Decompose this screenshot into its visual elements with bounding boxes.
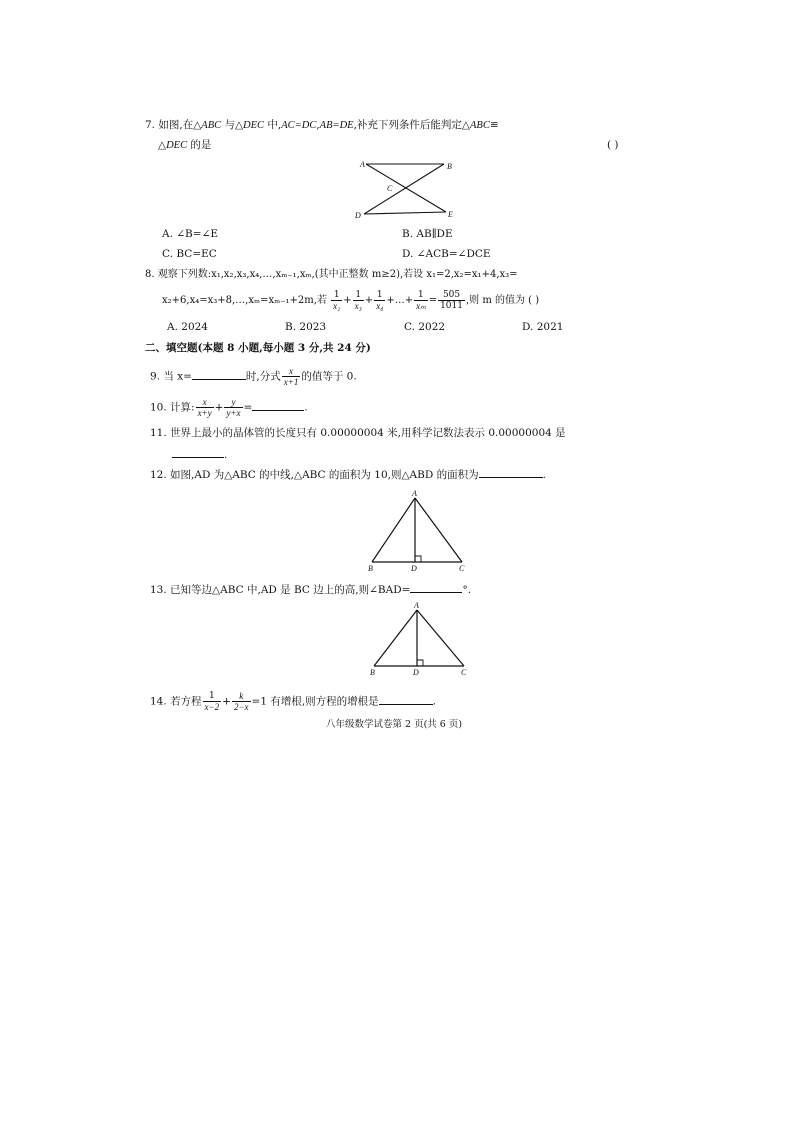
q12-text: 12. 如图,AD 为△ABC 的中线,△ABC 的面积为 10,则△ABD 的面积为 [150, 469, 479, 481]
q13-segment-ab [374, 610, 417, 666]
q10-frac-num: y [231, 397, 236, 407]
q8-text: ,则 m 的值为 ( ) [465, 295, 540, 306]
q8-frac-num: 1 [333, 290, 340, 300]
q9-text: 的值等于 0. [301, 370, 357, 383]
q14-frac-num: k [239, 691, 244, 701]
q10-text: 10. 计算: [150, 401, 195, 414]
q10-frac-den: x+y [197, 408, 212, 418]
q7-cond2: AB=DE [319, 120, 354, 131]
q13-label-c: C [461, 668, 467, 677]
q13-line [150, 581, 471, 597]
q8-option-a: A. 2024 [167, 321, 208, 333]
q8-frac-num: 1 [376, 290, 383, 300]
q13-figure [366, 600, 472, 680]
q7-label-d: D [355, 211, 361, 220]
q8-equals: = [428, 295, 438, 306]
q8-option-c: C. 2022 [404, 321, 446, 333]
q8-dots: +…+ [386, 295, 414, 306]
q7-figure [350, 158, 460, 224]
q7-label-b: B [447, 162, 452, 171]
q7-label-a: A [360, 160, 365, 169]
q13-label-b: B [370, 668, 375, 677]
q12-line [150, 466, 546, 482]
q12-label-a: A [412, 489, 417, 498]
page-footer: 八年级数学试卷第 2 页(共 6 页) [326, 719, 463, 730]
q7-label-e: E [448, 210, 453, 219]
q8-frac-1 [331, 290, 342, 311]
q10-frac-num: x [202, 397, 207, 407]
q8-frac-4 [414, 290, 428, 311]
q7-dec: DEC [166, 140, 188, 151]
section-2-heading: 二、填空题(本题 8 小题,每小题 3 分,共 24 分) [145, 342, 371, 354]
q14-answer-blank[interactable] [379, 693, 433, 705]
q14-line [150, 691, 436, 712]
q10-answer-blank[interactable] [252, 399, 304, 411]
q7-abc: ABC [201, 120, 222, 131]
q8-option-b: B. 2023 [285, 321, 327, 333]
q8-frac-2 [353, 290, 364, 311]
q10-line [150, 397, 308, 418]
q7-option-d: D. ∠ACB=∠DCE [402, 248, 491, 260]
q7-text: 7. 如图,在△ [145, 119, 202, 131]
q12-right-angle-mark [415, 556, 421, 562]
q8-result-den: 1011 [440, 301, 463, 311]
q8-option-d: D. 2021 [522, 321, 564, 333]
q7-line1 [145, 118, 499, 133]
q7-text: △ [158, 139, 167, 151]
q7-sep: , [316, 119, 320, 131]
q7-line2 [158, 138, 211, 153]
q12-segment-ac [415, 498, 462, 562]
q7-abc: ABC [470, 120, 490, 131]
q14-frac-1 [203, 691, 222, 712]
q8-result-frac [438, 290, 465, 311]
q9-frac [282, 366, 301, 387]
q8-line1: 8. 观察下列数:x₁,x₂,x₃,x₄,…,xₘ₋₁,xₘ,(其中正整数 m≥2),若设 x₁=2,x₂=x₁+4,x₃= [145, 269, 518, 280]
q9-text: 9. 当 x= [150, 370, 192, 383]
q8-result-num: 505 [442, 290, 461, 300]
q13-right-angle-mark [417, 660, 423, 666]
q12-label-b: B [368, 564, 373, 573]
q8-frac-num: 1 [418, 290, 424, 300]
q7-segment-bd [364, 164, 444, 214]
q7-option-a: A. ∠B=∠E [162, 228, 219, 240]
q10-frac-2 [224, 397, 242, 418]
q10-period: . [304, 401, 308, 414]
q13-label-a: A [414, 601, 419, 610]
q8-frac-den: x₄ [376, 301, 384, 311]
q12-segment-ab [372, 498, 415, 562]
q13-degree-period: °. [462, 584, 472, 596]
q8-frac-den: xₘ [416, 301, 426, 311]
q7-cond1: AC=DC [281, 120, 317, 131]
q7-text: 与△ [221, 119, 244, 131]
q9-text: 时,分式 [245, 370, 281, 383]
q7-label-c: C [387, 184, 393, 193]
q14-frac-den: 2−x [233, 702, 249, 712]
q13-segment-ac [417, 610, 464, 666]
q12-figure [364, 488, 470, 574]
q10-plus: + [214, 401, 224, 414]
q13-text: 13. 已知等边△ABC 中,AD 是 BC 边上的高,则∠BAD= [150, 584, 411, 596]
q8-line2: x₂+6,x₄=x₃+8,…,xₘ=xₘ₋₁+2m,若 $\frac{1}{\text{x₂}}$ + $\frac{1}{\text{x₃}}$ + $\frac{1}{\text{x₄}}$ +…+ $\frac{1}{\text{xₘ}}$ = $\frac{505}{1011}$ ,则 m 的值为 ( ) [162, 290, 540, 311]
q12-period: . [542, 469, 546, 481]
q8-frac-3 [374, 290, 385, 311]
q10-equals: = [243, 401, 253, 414]
q14-frac-2 [232, 691, 251, 712]
q7-text: 中, [264, 119, 282, 131]
q7-congruent-symbol: ≌ [489, 119, 499, 131]
q9-frac-den: x+1 [283, 377, 299, 387]
q14-plus: + [222, 695, 231, 708]
q14-frac-den: x−2 [204, 702, 220, 712]
q11-line1: 11. 世界上最小的晶体管的长度只有 0.00000004 米,用科学记数法表示 0.00000004 是 [150, 427, 566, 439]
q9-frac-num: x [289, 366, 294, 376]
q14-text: =1 有增根,则方程的增根是 [251, 695, 379, 708]
q8-frac-num: 1 [355, 290, 362, 300]
q7-option-c: C. BC=EC [162, 248, 217, 260]
q14-frac-num: 1 [208, 691, 215, 701]
q7-dec: DEC [243, 120, 265, 131]
q14-period: . [432, 695, 437, 708]
q7-segment-de [364, 212, 446, 214]
q12-label-d: D [411, 564, 417, 573]
q13-answer-blank[interactable] [410, 581, 462, 593]
q8-frac-den: x₂ [333, 301, 341, 311]
q14-text: 14. 若方程 [150, 695, 202, 708]
q10-frac-den: y+x [226, 408, 241, 418]
q7-option-b: B. AB∥DE [402, 228, 453, 240]
q11-period: . [224, 449, 228, 461]
q13-label-d: D [413, 668, 419, 677]
q9-answer-blank[interactable] [192, 368, 246, 380]
q7-answer-paren: ( ) [607, 139, 619, 151]
q8-frac-den: x₃ [354, 301, 362, 311]
q7-text: ,补充下列条件后能判定△ [353, 119, 471, 131]
q7-text: 的是 [187, 139, 212, 151]
q9-line [150, 366, 357, 387]
q11-answer-blank[interactable] [172, 446, 224, 458]
q10-frac-1 [196, 397, 214, 418]
q8-text: x₂+6,x₄=x₃+8,…,xₘ=xₘ₋₁+2m,若 [162, 295, 327, 306]
q12-label-c: C [459, 564, 465, 573]
q12-answer-blank[interactable] [479, 466, 543, 478]
q11-line2 [172, 446, 227, 462]
